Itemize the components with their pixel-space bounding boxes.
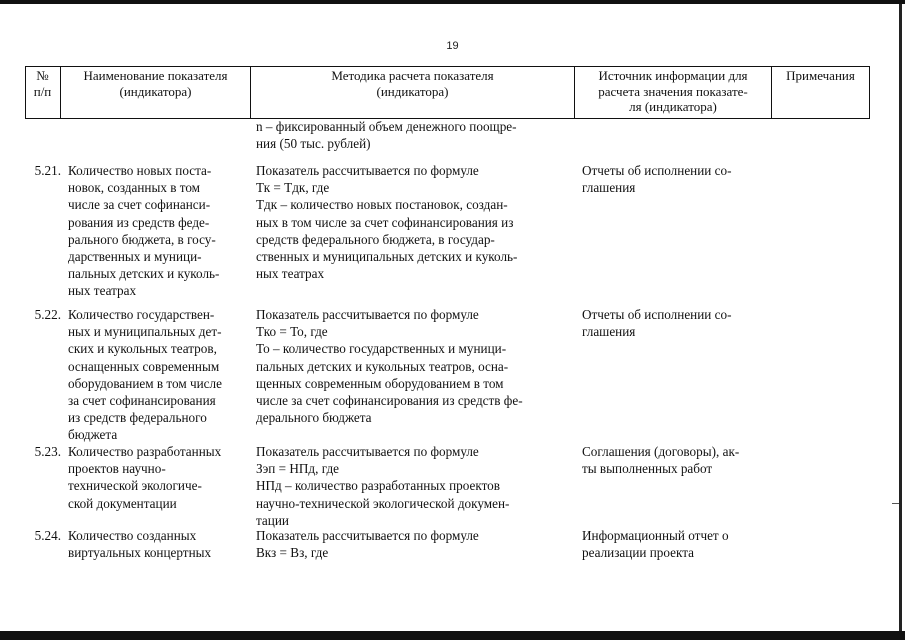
scan-bottom-edge [0, 631, 905, 640]
scan-top-edge [0, 0, 905, 4]
row-information-source: Информационный отчет о реализации проекта [582, 528, 729, 561]
row-indicator-name: Количество государствен- ных и муниципальных дет- ских и кукольных театров, оснащенных современным оборудованием в том числе за счет софинансирования из средств федерального бюджета [68, 307, 222, 443]
row-indicator-name: Количество новых поста- новок, созданных в том числе за счет софинанси- рования из средств феде- рального бюджета, в госу- дарственных и муници- пальных детских и куколь- ных театрах [68, 163, 220, 299]
header-notes: Примечания [786, 68, 855, 83]
row-number: 5.22. [34, 307, 61, 322]
table-header [25, 66, 870, 119]
header-indicator-name: Наименование показателя (индикатора) [83, 68, 228, 99]
row-number: 5.21. [34, 163, 61, 178]
row-number: 5.23. [34, 444, 61, 459]
scan-right-edge [899, 4, 902, 631]
continuation-text: n – фиксированный объем денежного поощре- ния (50 тыс. рублей) [256, 119, 517, 152]
header-information-source: Источник информации для расчета значения показате- ля (индикатора) [598, 68, 748, 114]
page-number: 19 [446, 40, 459, 52]
row-calculation-method: Показатель рассчитывается по формуле Тк = Тдк, где Тдк – количество новых постановок, создан- ных в том числе за счет софинансирования из средств федерального бюджета, в государ- ственных и муниципальных детских и куколь- ных театрах [256, 163, 518, 282]
row-calculation-method: Показатель рассчитывается по формуле Зэп = НПд, где НПд – количество разработанных проектов научно-технической экологической докумен- тации [256, 444, 510, 528]
header-number: № п/п [33, 68, 52, 99]
row-information-source: Соглашения (договоры), ак- ты выполненных работ [582, 444, 740, 477]
row-calculation-method: Показатель рассчитывается по формуле Тко = То, где То – количество государственных и муници- пальных детских и кукольных театров, осна- щенных современным оборудованием в том числе за счет софинансирования из средств фе- дерального бюджета [256, 307, 523, 426]
row-indicator-name: Количество созданных виртуальных концертных [68, 528, 212, 561]
header-divider [869, 66, 870, 119]
scan-mark [892, 503, 899, 504]
row-indicator-name: Количество разработанных проектов научно- технической экологиче- ской документации [68, 444, 222, 511]
header-calculation-method: Методика расчета показателя (индикатора) [331, 68, 494, 99]
row-number: 5.24. [34, 528, 61, 543]
header-top-border [25, 66, 870, 67]
row-information-source: Отчеты об исполнении со- глашения [582, 307, 732, 340]
row-calculation-method: Показатель рассчитывается по формуле Вкз = Вз, где [256, 528, 479, 561]
row-information-source: Отчеты об исполнении со- глашения [582, 163, 732, 196]
